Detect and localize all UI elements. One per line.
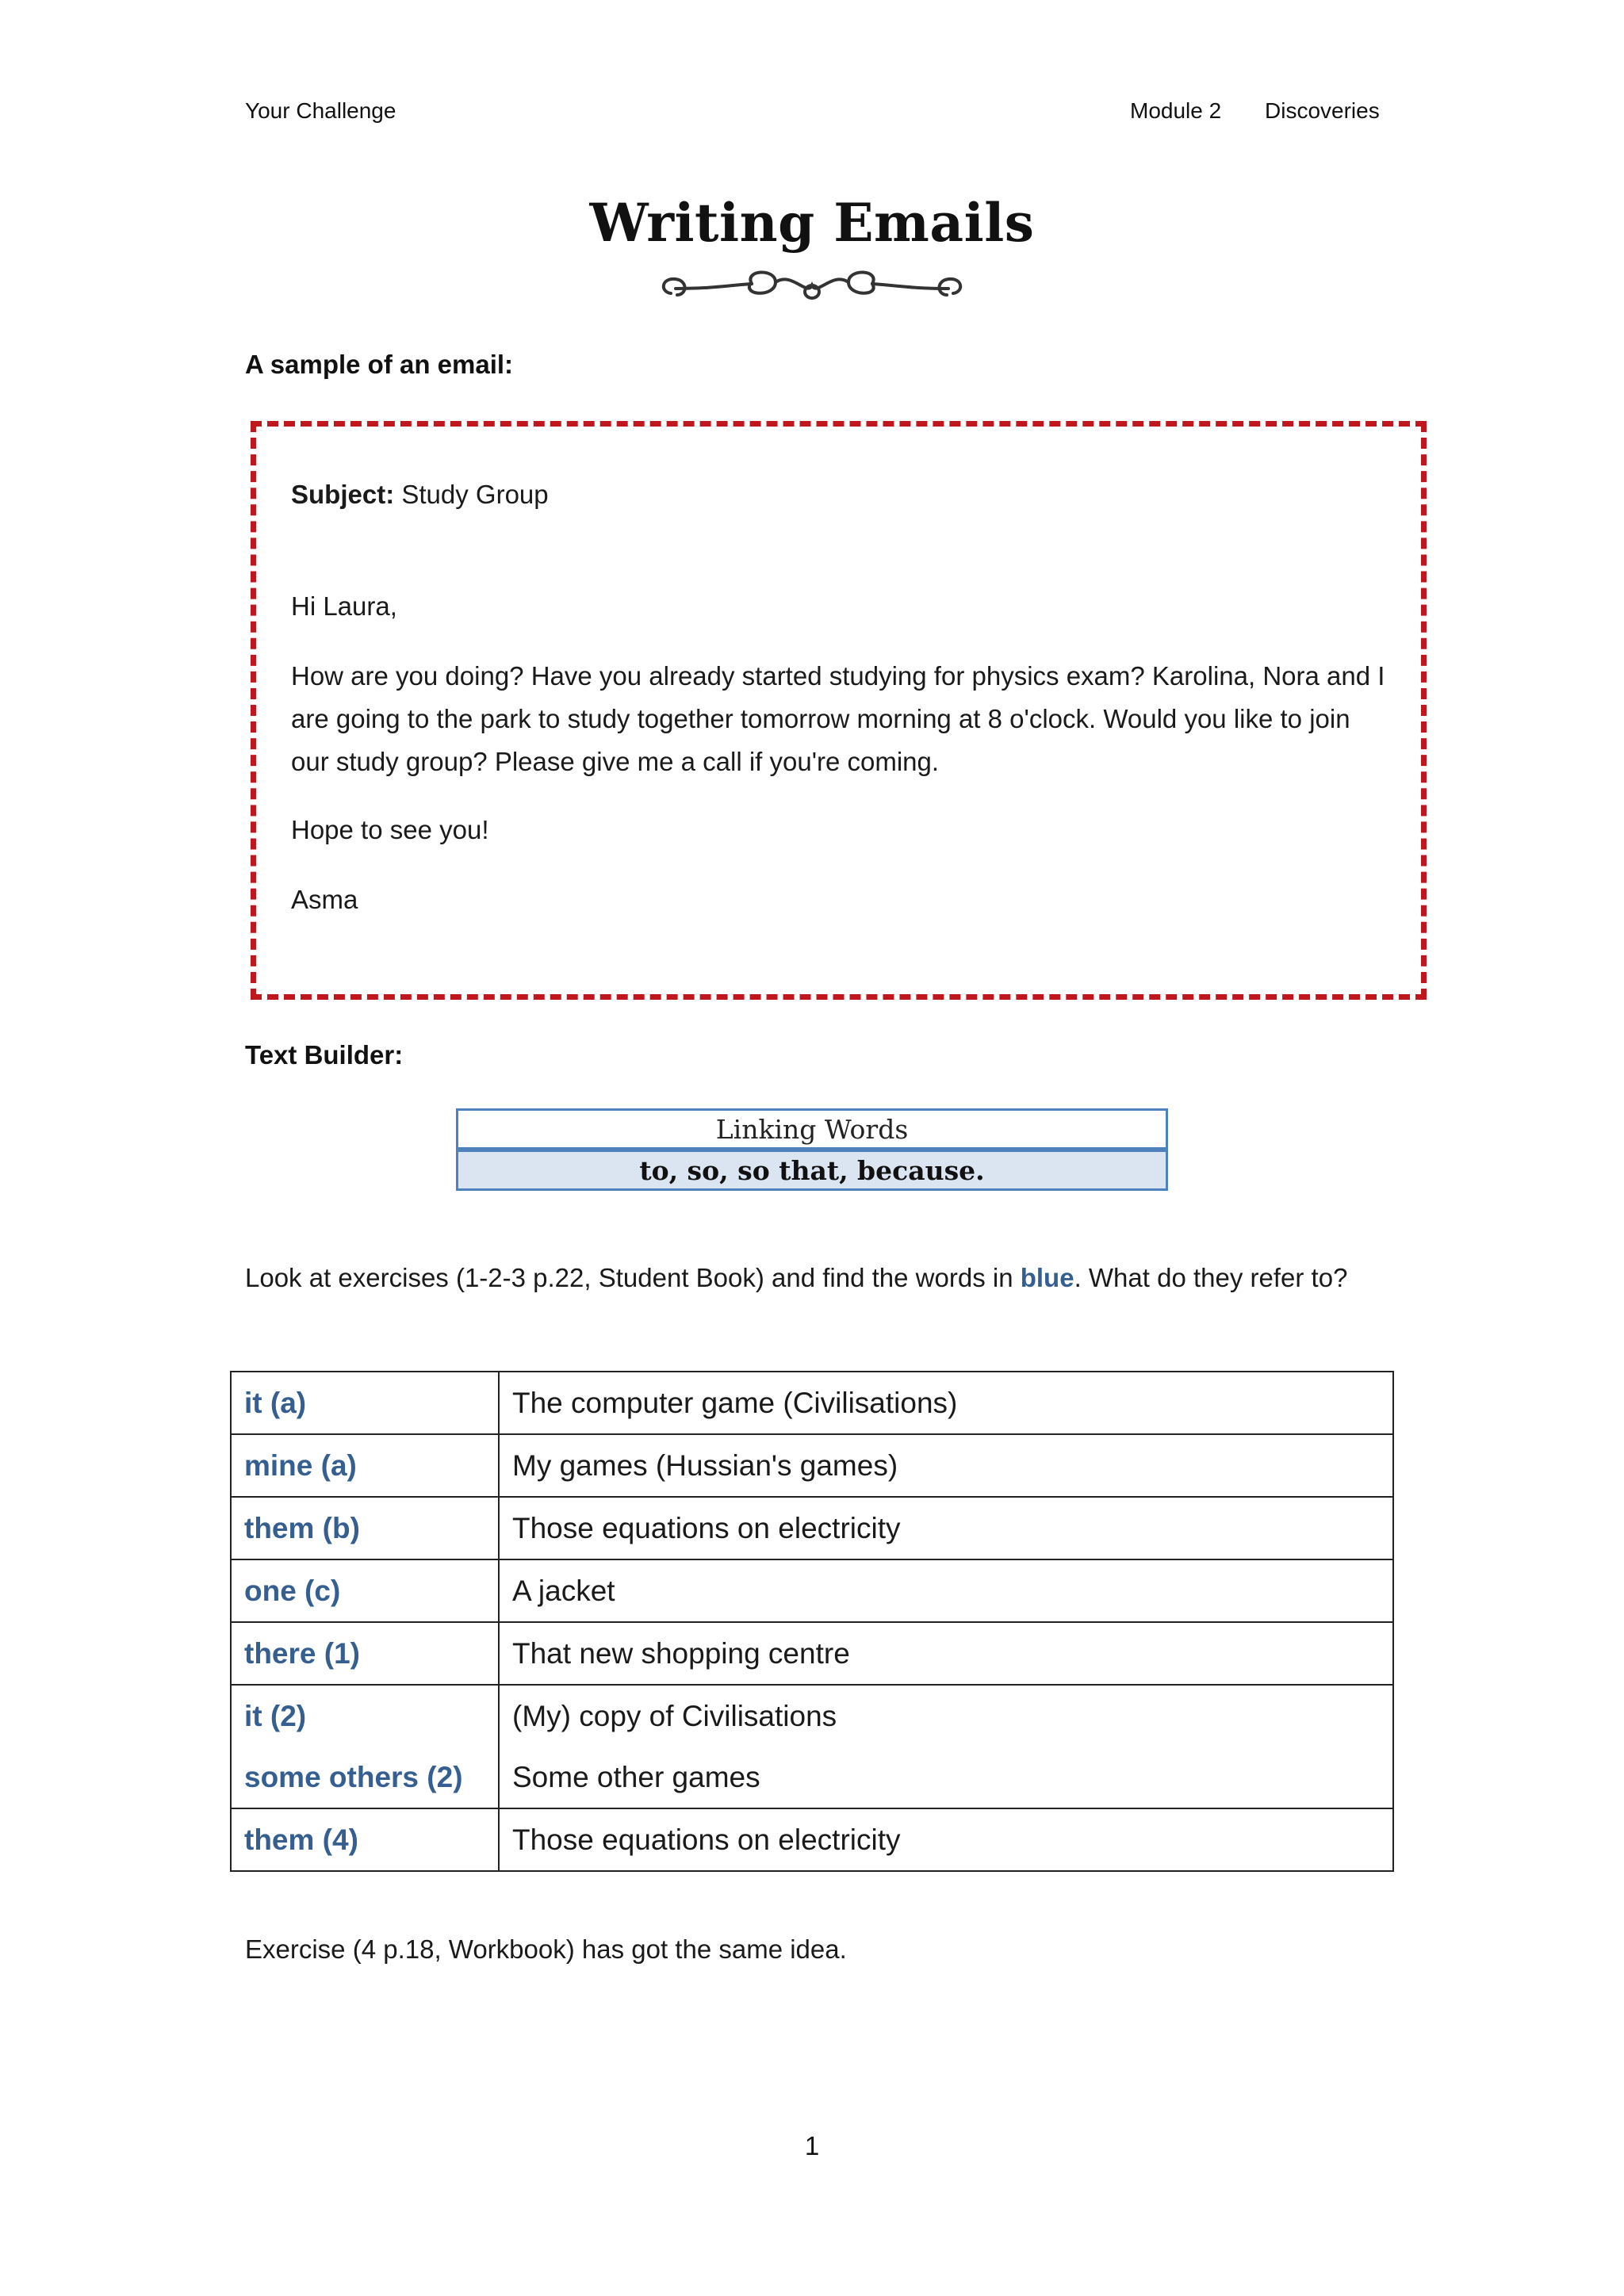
header-left: Your Challenge — [245, 98, 396, 123]
table-row — [231, 1622, 1393, 1685]
table-row — [231, 1559, 1393, 1622]
text-builder-label: Text Builder: — [245, 1040, 404, 1070]
meaning-cell: That new shopping centre — [499, 1622, 1393, 1685]
email-greeting: Hi Laura, — [291, 591, 397, 621]
term-cell: one (c) — [231, 1559, 499, 1622]
term-cell: mine (a) — [231, 1434, 499, 1497]
term-cell: them (b) — [231, 1497, 499, 1559]
instruction-before: Look at exercises (1-2-3 p.22, Student Book) and find the words in — [245, 1263, 1021, 1292]
footer-note: Exercise (4 p.18, Workbook) has got the same idea. — [245, 1934, 847, 1964]
email-signature: Asma — [291, 885, 358, 914]
reference-table — [230, 1371, 1394, 1872]
term-line: it (2) — [244, 1700, 307, 1732]
header-section: Discoveries — [1265, 98, 1380, 123]
meaning-line: (My) copy of Civilisations — [512, 1700, 837, 1732]
meaning-cell: Those equations on electricity — [499, 1808, 1393, 1871]
email-body: How are you doing? Have you already started studying for physics exam? Karolina, Nora and I are going to the park to study together tomorrow morning at 8 o'clock. Would you like to join our study group? Please give me a call if you're coming. — [291, 661, 1385, 776]
table-row — [231, 1434, 1393, 1497]
linking-words-heading: Linking Words — [456, 1108, 1168, 1150]
table-row — [231, 1685, 1393, 1808]
term-cell — [231, 1685, 499, 1808]
term-cell: there (1) — [231, 1622, 499, 1685]
meaning-cell: A jacket — [499, 1559, 1393, 1622]
sample-label: A sample of an email: — [245, 350, 514, 379]
meaning-line: Some other games — [512, 1761, 760, 1793]
linking-words-list: to, so, so that, because. — [456, 1150, 1168, 1191]
page-title: Writing Emails — [589, 192, 1035, 254]
term-line: some others (2) — [244, 1761, 463, 1793]
email-subject — [291, 473, 549, 516]
term-cell: them (4) — [231, 1808, 499, 1871]
email-closing: Hope to see you! — [291, 815, 489, 844]
meaning-cell: The computer game (Civilisations) — [499, 1372, 1393, 1434]
term-cell: it (a) — [231, 1372, 499, 1434]
table-row — [231, 1372, 1393, 1434]
instruction-after: . What do they refer to? — [1074, 1263, 1348, 1292]
meaning-cell: Those equations on electricity — [499, 1497, 1393, 1559]
meaning-cell — [499, 1685, 1393, 1808]
page-number: 1 — [804, 2131, 820, 2160]
instruction-text — [245, 1257, 1387, 1299]
table-row — [231, 1808, 1393, 1871]
header-module: Module 2 — [1130, 98, 1222, 123]
subject-label: Subject: — [291, 480, 395, 509]
instruction-highlight: blue — [1020, 1263, 1074, 1292]
subject-value: Study Group — [401, 480, 549, 509]
table-row — [231, 1497, 1393, 1559]
flourish-divider-icon — [657, 265, 967, 312]
meaning-cell: My games (Hussian's games) — [499, 1434, 1393, 1497]
linking-words-table — [456, 1108, 1168, 1191]
